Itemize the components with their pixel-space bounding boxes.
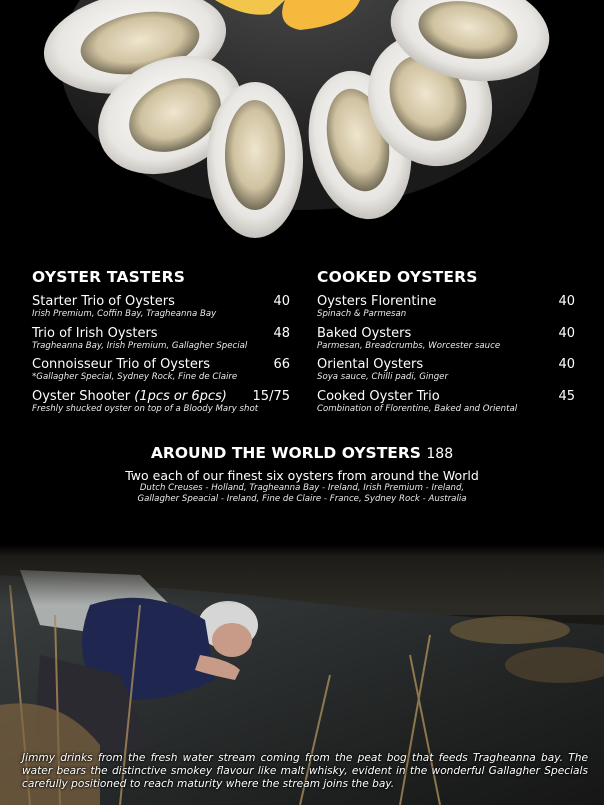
menu-item-price: 40: [558, 325, 575, 341]
menu-item: [32, 294, 290, 326]
menu-item-price: 15/75: [252, 388, 290, 404]
world-origins-line-2: Gallagher Speacial - Ireland, Fine de Claire - France, Sydney Rock - Australia: [137, 494, 467, 504]
menu-item-desc: Combination of Florentine, Baked and Oriental: [317, 403, 518, 414]
menu-item-desc: Parmesan, Breadcrumbs, Worcester sauce: [317, 340, 501, 351]
section-title-world: [0, 444, 604, 462]
menu-item-price: 45: [558, 388, 575, 404]
menu-item-name: Oysters Florentine: [317, 294, 437, 309]
menu-item-desc: Irish Premium, Coffin Bay, Tragheanna Bay: [32, 309, 217, 319]
menu-item: [32, 357, 290, 389]
menu-item-name: Starter Trio of Oysters: [32, 294, 175, 309]
menu-item: [317, 357, 575, 389]
photo-caption: Jimmy drinks from the fresh water stream coming from the peat bog that feeds Tragheanna bay. The water bears the distinctive smokey flavour like malt whisky, evident in the wonderful Gallagher Specials carefully positioned to reach maturity where the stream joins the bay.: [22, 752, 588, 790]
around-the-world-section: [0, 444, 604, 505]
menu-item-desc: *Gallagher Special, Sydney Rock, Fine de Claire: [32, 372, 238, 382]
menu-item-desc: Freshly shucked oyster on top of a Bloody Mary shot: [32, 403, 259, 414]
menu-item-desc: Soya sauce, Chilli padi, Ginger: [317, 372, 448, 382]
world-origins-line-1: Dutch Creuses - Holland, Tragheanna Bay - Ireland, Irish Premium - Ireland,: [139, 483, 465, 493]
menu-item-desc: Tragheanna Bay, Irish Premium, Gallagher Special: [32, 340, 248, 351]
menu-item-desc: Spinach & Parmesan: [317, 309, 407, 319]
section-title-cooked: COOKED OYSTERS: [317, 268, 478, 286]
menu-item-price: 40: [558, 357, 575, 372]
menu-item-name: Connoisseur Trio of Oysters: [32, 357, 210, 372]
menu-item-name: Baked Oysters: [317, 325, 412, 341]
world-subtitle: Two each of our finest six oysters from around the World: [125, 468, 479, 483]
menu-item-price: 48: [273, 325, 290, 341]
menu-item-price: 40: [558, 294, 575, 309]
menu-item-name-suffix: (1pcs or 6pcs): [134, 388, 227, 404]
menu-item: [32, 326, 290, 358]
menu-item-price: 40: [273, 294, 290, 309]
menu-item-name: Cooked Oyster Trio: [317, 388, 440, 404]
menu-item-name: Trio of Irish Oysters: [32, 325, 158, 341]
oyster-platter-photo: [0, 0, 604, 245]
menu-item: [317, 326, 575, 358]
menu-item-name: Oriental Oysters: [317, 357, 424, 372]
menu-item: [317, 389, 575, 421]
cooked-oysters-section: [317, 268, 575, 420]
menu-item-name: Oyster Shooter: [32, 388, 131, 404]
menu-item: [32, 389, 290, 421]
menu-item-price: 66: [273, 357, 290, 372]
menu-item-name-wrap: [32, 389, 290, 404]
section-title-tasters: OYSTER TASTERS: [32, 268, 186, 286]
menu-item: [317, 294, 575, 326]
oyster-tasters-section: [32, 268, 290, 420]
world-price: 188: [426, 446, 454, 462]
world-title: AROUND THE WORLD OYSTERS: [150, 444, 421, 462]
